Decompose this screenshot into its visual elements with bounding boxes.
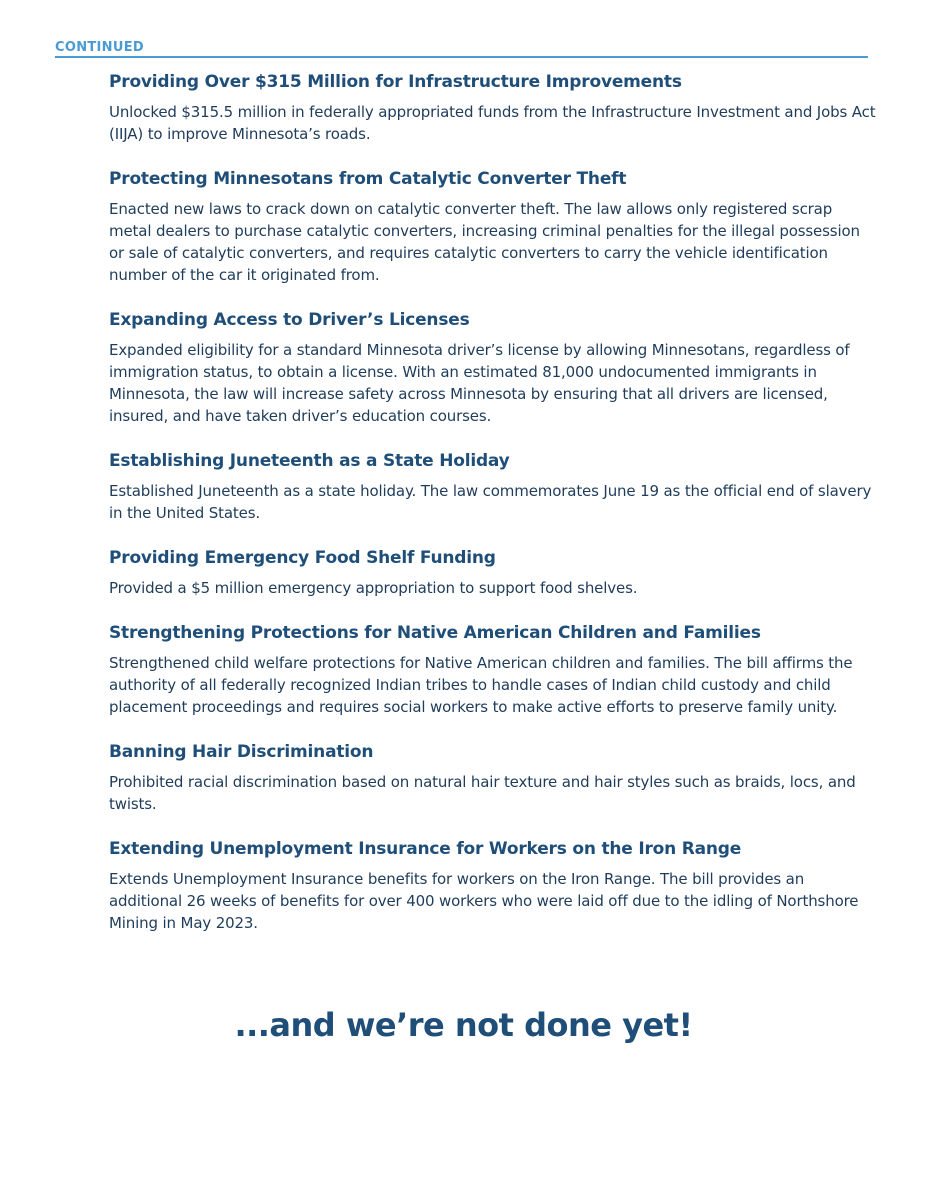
section-food-shelf xyxy=(109,547,879,599)
section-catalytic-converter xyxy=(109,168,879,286)
section-infrastructure xyxy=(109,71,879,145)
section-juneteenth xyxy=(109,450,879,524)
section-body: Unlocked $315.5 million in federally appropriated funds from the Infrastructure Investment and Jobs Act (IIJA) to improve Minnesota’s roads. xyxy=(109,103,876,143)
section-body: Enacted new laws to crack down on catalytic converter theft. The law allows only registered scrap metal dealers to purchase catalytic converters, increasing criminal penalties for the illegal possession or sale of catalytic converters, and requires catalytic converters to carry the vehicle identification number of the car it originated from. xyxy=(109,200,860,284)
section-native-american-children xyxy=(109,622,879,718)
section-title: Providing Over $315 Million for Infrastructure Improvements xyxy=(109,72,682,92)
section-title: Banning Hair Discrimination xyxy=(109,742,374,762)
section-hair-discrimination xyxy=(109,741,879,815)
section-title: Establishing Juneteenth as a State Holiday xyxy=(109,451,510,471)
section-body: Strengthened child welfare protections for Native American children and families. The bill affirms the authority of all federally recognized Indian tribes to handle cases of Indian child custody and child placement proceedings and requires social workers to make active efforts to preserve family unity. xyxy=(109,654,853,716)
accomplishments-list xyxy=(109,71,879,934)
continued-label: CONTINUED xyxy=(55,40,144,55)
continued-header xyxy=(55,40,868,58)
section-body: Expanded eligibility for a standard Minnesota driver’s license by allowing Minnesotans, regardless of immigration status, to obtain a license. With an estimated 81,000 undocumented immigrants in Minnesota, the law will increase safety across Minnesota by ensuring that all drivers are licensed, insured, and have taken driver’s education courses. xyxy=(109,341,850,425)
section-title: Extending Unemployment Insurance for Workers on the Iron Range xyxy=(109,839,742,859)
section-title: Strengthening Protections for Native American Children and Families xyxy=(109,623,761,643)
section-body: Provided a $5 million emergency appropriation to support food shelves. xyxy=(109,579,638,597)
section-title: Protecting Minnesotans from Catalytic Converter Theft xyxy=(109,169,627,189)
section-body: Prohibited racial discrimination based on natural hair texture and hair styles such as braids, locs, and twists. xyxy=(109,773,856,813)
section-title: Providing Emergency Food Shelf Funding xyxy=(109,548,496,568)
section-unemployment-insurance xyxy=(109,838,879,934)
section-body: Established Juneteenth as a state holiday. The law commemorates June 19 as the official end of slavery in the United States. xyxy=(109,482,872,522)
section-drivers-licenses xyxy=(109,309,879,427)
section-body: Extends Unemployment Insurance benefits for workers on the Iron Range. The bill provides an additional 26 weeks of benefits for over 400 workers who were laid off due to the idling of Northshore Mining in May 2023. xyxy=(109,870,859,932)
section-title: Expanding Access to Driver’s Licenses xyxy=(109,310,470,330)
closing-slogan: ...and we’re not done yet! xyxy=(234,1006,693,1044)
